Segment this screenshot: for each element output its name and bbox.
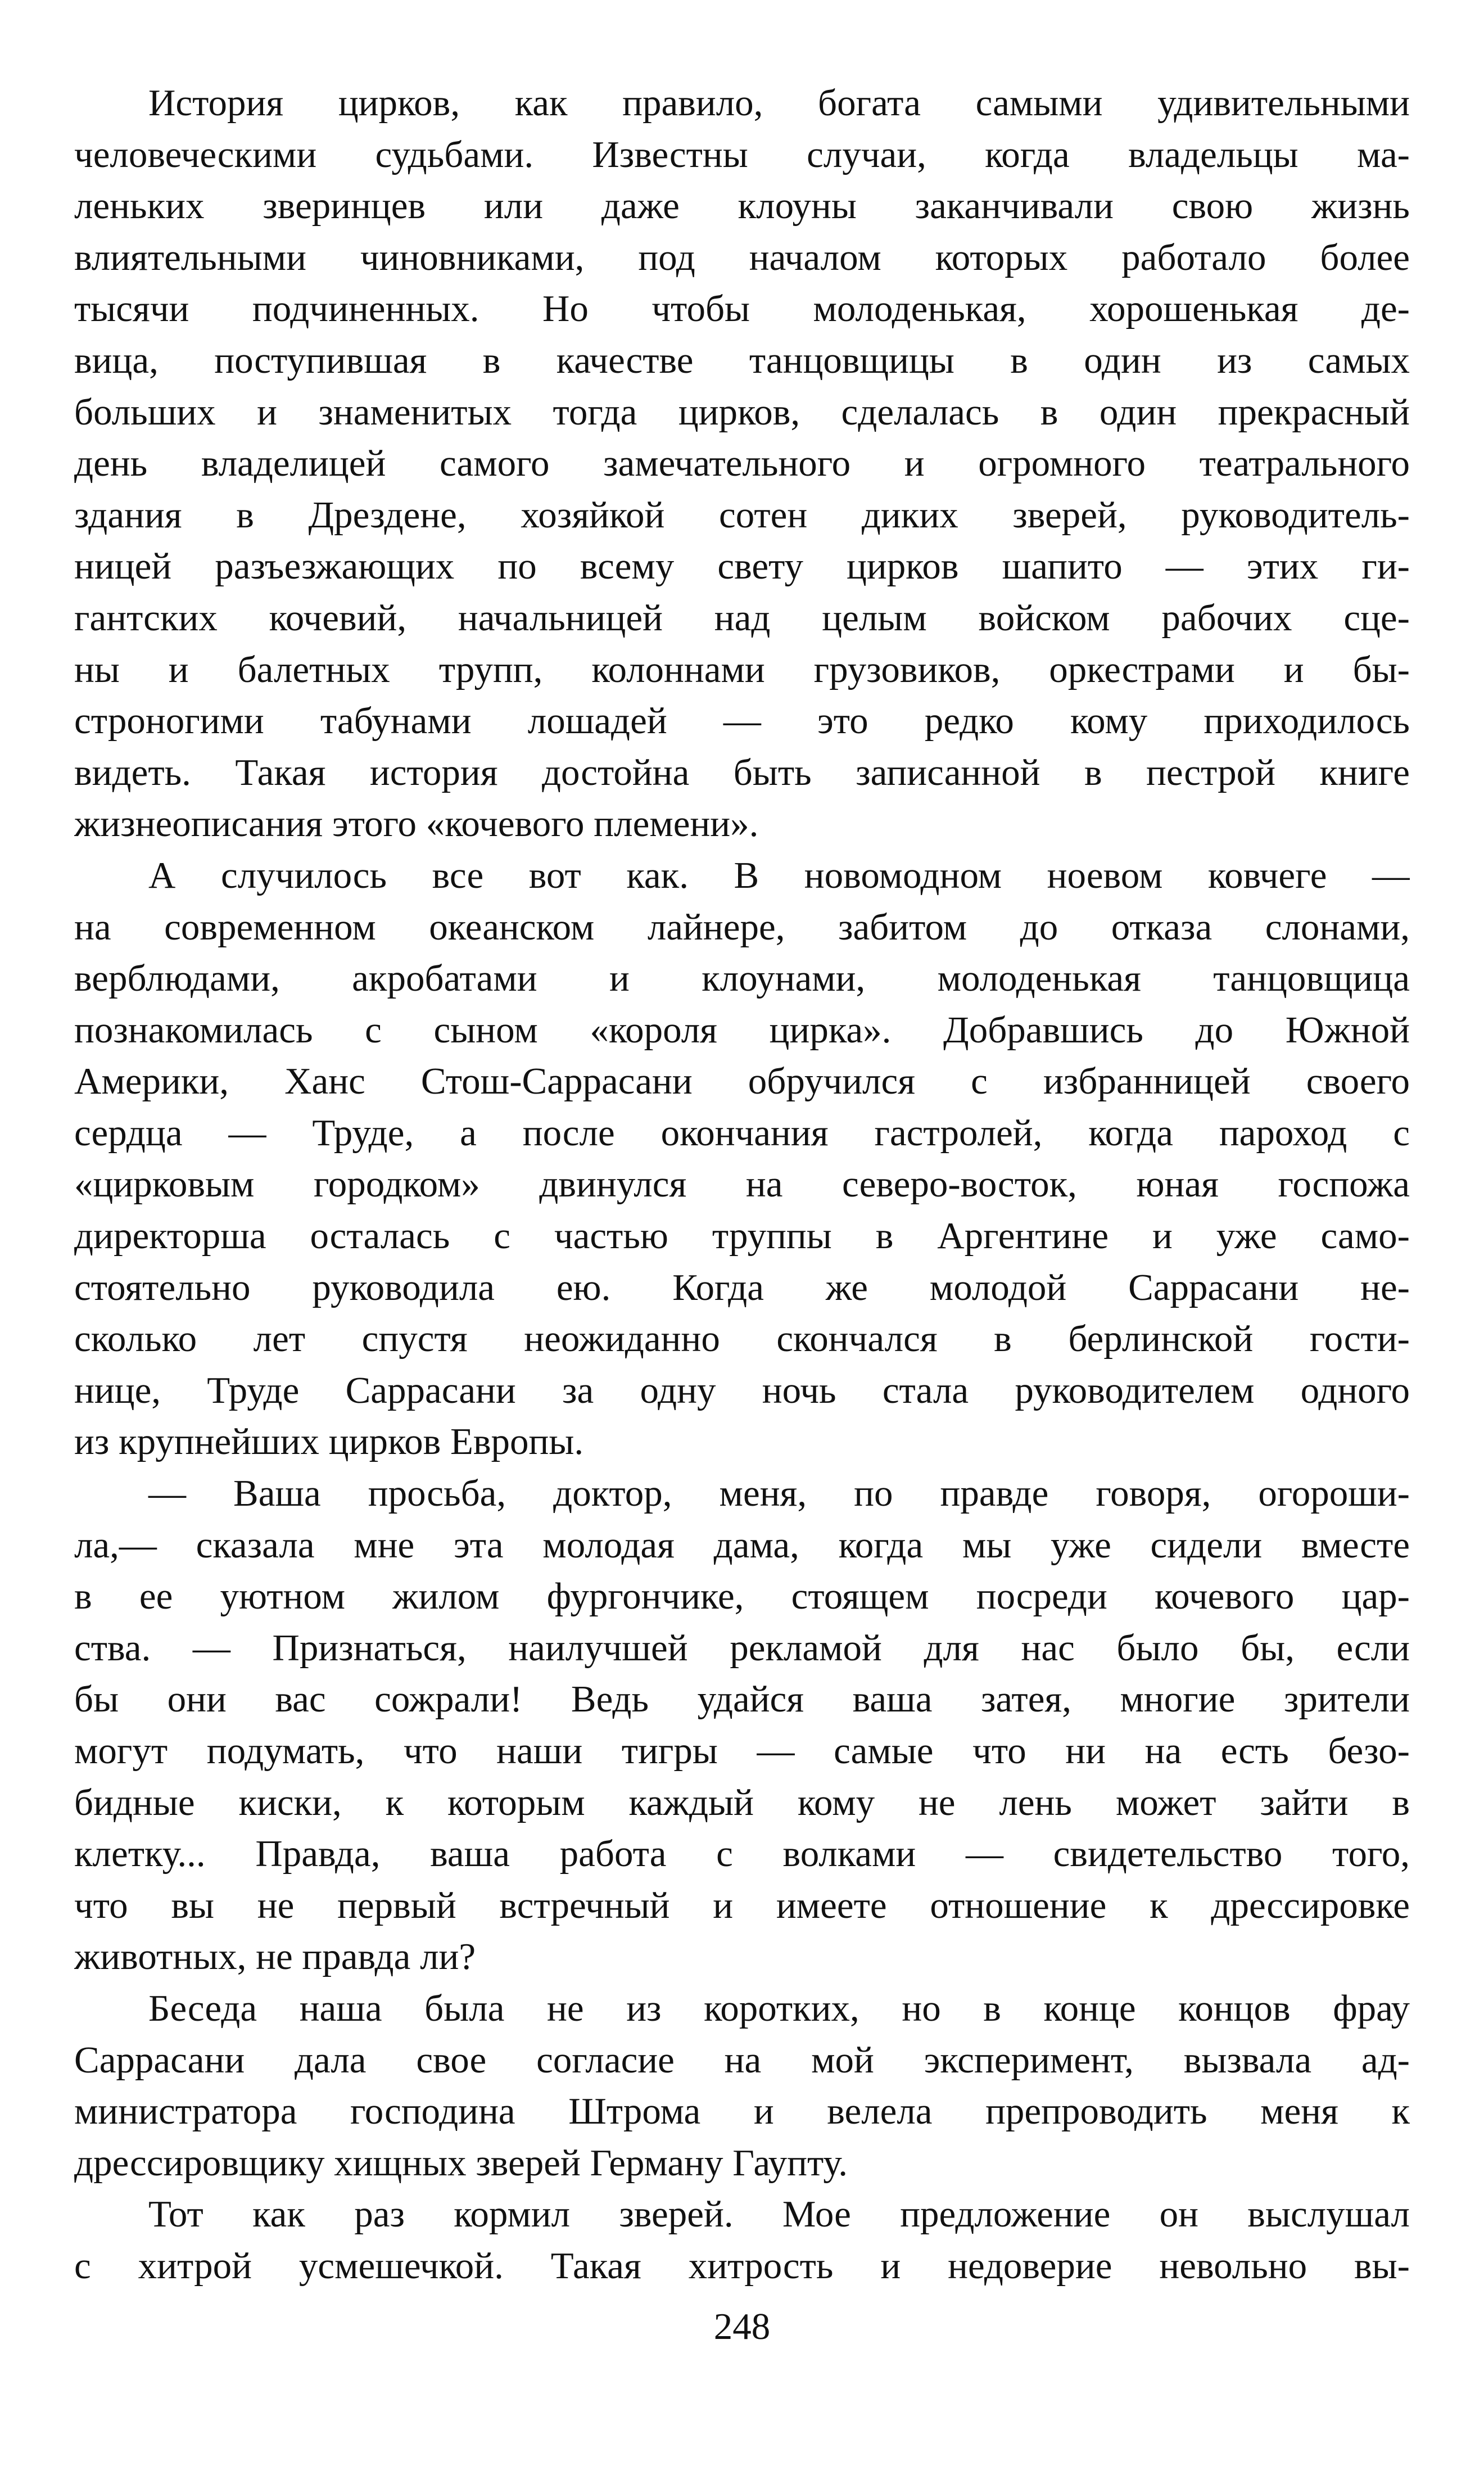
text-line: директорша осталась с частью труппы в Аргентине и уже само- [74, 1215, 1410, 1257]
text-line: человеческими судьбами. Известны случаи, когда владельцы ма- [74, 133, 1410, 175]
text-line: сердца — Труде, а после окончания гастролей, когда пароход с [74, 1112, 1410, 1154]
paragraph-3 [74, 1468, 1410, 1983]
text-line: ницей разъезжающих по всему свету цирков шапито — этих ги- [74, 545, 1410, 588]
text-line: Америки, Ханс Стош-Саррасани обручился с избранницей своего [74, 1060, 1410, 1103]
text-line: клетку... Правда, ваша работа с волками — свидетельство того, [74, 1833, 1410, 1875]
paragraph-2 [74, 850, 1410, 1468]
text-line: бы они вас сожрали! Ведь удайся ваша затея, многие зрители [74, 1678, 1410, 1720]
text-line: нице, Труде Саррасани за одну ночь стала руководителем одного [74, 1369, 1410, 1411]
text-line: строногими табунами лошадей — это редко кому приходилось [74, 700, 1410, 742]
text-line: леньких зверинцев или даже клоуны заканчивали свою жизнь [74, 185, 1410, 227]
text-line: здания в Дрездене, хозяйкой сотен диких зверей, руководитель- [74, 494, 1410, 536]
text-line: ства. — Признаться, наилучшей рекламой для нас было бы, если [74, 1627, 1410, 1669]
text-line: верблюдами, акробатами и клоунами, молоденькая танцовщица [74, 958, 1410, 1000]
text-line: дрессировщику хищных зверей Герману Гаупту. [74, 2142, 848, 2184]
text-line: Саррасани дала свое согласие на мой эксперимент, вызвала ад- [74, 2039, 1410, 2081]
text-line: бидные киски, к которым каждый кому не лень может зайти в [74, 1781, 1410, 1823]
text-line: в ее уютном жилом фургончике, стоящем посреди кочевого цар- [74, 1575, 1410, 1618]
text-line: познакомилась с сыном «короля цирка». Добравшись до Южной [74, 1009, 1410, 1051]
text-line: влиятельными чиновниками, под началом которых работало более [74, 236, 1410, 278]
text-line: ла,— сказала мне эта молодая дама, когда мы уже сидели вместе [74, 1524, 1410, 1566]
page-number: 248 [713, 2306, 771, 2347]
text-line: тысячи подчиненных. Но чтобы молоденькая, хорошенькая де- [74, 288, 1410, 330]
body-text [74, 78, 1410, 2292]
text-line: «цирковым городком» двинулся на северо-восток, юная госпожа [74, 1163, 1410, 1205]
text-line: ны и балетных трупп, колоннами грузовиков, оркестрами и бы- [74, 648, 1410, 690]
paragraph-5 [74, 2189, 1410, 2292]
text-line: с хитрой усмешечкой. Такая хитрость и недоверие невольно вы- [74, 2244, 1410, 2287]
text-line: на современном океанском лайнере, забитом до отказа слонами, [74, 906, 1410, 948]
text-line: сколько лет спустя неожиданно скончался в берлинской гости- [74, 1318, 1410, 1360]
text-line: видеть. Такая история достойна быть записанной в пестрой книге [74, 751, 1410, 793]
text-line: А случилось все вот как. В новомодном ноевом ковчеге — [148, 854, 1410, 896]
paragraph-4 [74, 1983, 1410, 2189]
text-line: из крупнейших цирков Европы. [74, 1421, 584, 1463]
text-line: могут подумать, что наши тигры — самые что ни на есть безо- [74, 1730, 1410, 1772]
text-line: министратора господина Штрома и велела препроводить меня к [74, 2090, 1410, 2133]
text-line: жизнеописания этого «кочевого племени». [74, 803, 759, 845]
text-line: стоятельно руководила ею. Когда же молодой Саррасани не- [74, 1266, 1410, 1308]
text-line: что вы не первый встречный и имеете отношение к дрессировке [74, 1884, 1410, 1926]
text-line: животных, не правда ли? [74, 1936, 476, 1978]
paragraph-1 [74, 78, 1410, 850]
text-line: день владелицей самого замечательного и огромного театрального [74, 442, 1410, 485]
text-line: больших и знаменитых тогда цирков, сделалась в один прекрасный [74, 391, 1410, 433]
text-line: Тот как раз кормил зверей. Мое предложение он выслушал [148, 2193, 1410, 2235]
text-line: Беседа наша была не из коротких, но в конце концов фрау [148, 1987, 1410, 2029]
text-line: — Ваша просьба, доктор, меня, по правде говоря, огороши- [148, 1473, 1410, 1515]
text-line: История цирков, как правило, богата самыми удивительными [148, 82, 1410, 124]
text-line: вица, поступившая в качестве танцовщицы в один из самых [74, 339, 1410, 381]
text-line: гантских кочевий, начальницей над целым войском рабочих сце- [74, 597, 1410, 639]
